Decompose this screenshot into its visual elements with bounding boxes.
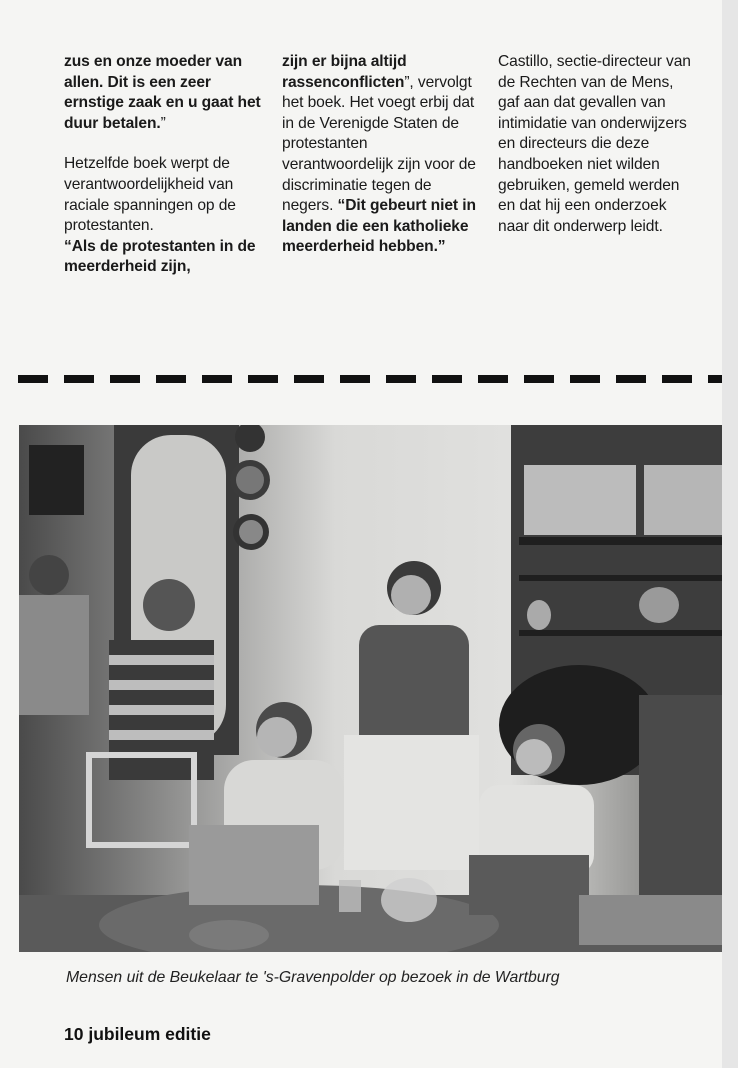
group-photo xyxy=(19,425,722,952)
paragraph xyxy=(282,52,478,258)
bold-text: “Dit gebeurt niet in landen die een katholieke meerderheid hebben.” xyxy=(282,197,476,256)
dashed-divider xyxy=(18,375,722,383)
paragraph xyxy=(64,154,264,278)
article-column-2 xyxy=(282,52,478,258)
bold-text: “Als de protestanten in de meerderheid zijn, xyxy=(64,237,256,276)
text: Hetzelfde boek werpt de verantwoordelijkheid van raciale spanningen op de protestanten. xyxy=(64,155,236,235)
bold-text: zus en onze moeder van allen. Dit is een zeer ernstige zaak en u gaat het duur betalen. xyxy=(64,53,261,132)
text: ” xyxy=(160,114,166,132)
paragraph: Castillo, sectie-directeur van de Rechten van de Mens, gaf aan dat gevallen van intimidatie van onderwijzers en directeurs die deze handboeken niet wilden gebruiken, gemeld werden en dat hij een onderzoek naar dit onderwerp leidt. xyxy=(498,53,691,235)
page-edge xyxy=(722,0,738,1068)
article-column-1 xyxy=(64,52,264,278)
photo-caption: Mensen uit de Beukelaar te 's-Gravenpolder op bezoek in de Wartburg xyxy=(66,969,560,986)
paragraph xyxy=(64,52,264,134)
photo-illustration xyxy=(19,425,722,952)
page-footer: 10 jubileum editie xyxy=(64,1024,211,1044)
text: ”, vervolgt het boek. Het voegt erbij dat in de Verenigde Staten de protestanten verantwoordelijk zijn voor de discriminatie tegen de negers. xyxy=(282,73,476,215)
article-column-3 xyxy=(498,52,694,237)
bold-text: zijn er bijna altijd rassenconflicten xyxy=(282,53,407,91)
